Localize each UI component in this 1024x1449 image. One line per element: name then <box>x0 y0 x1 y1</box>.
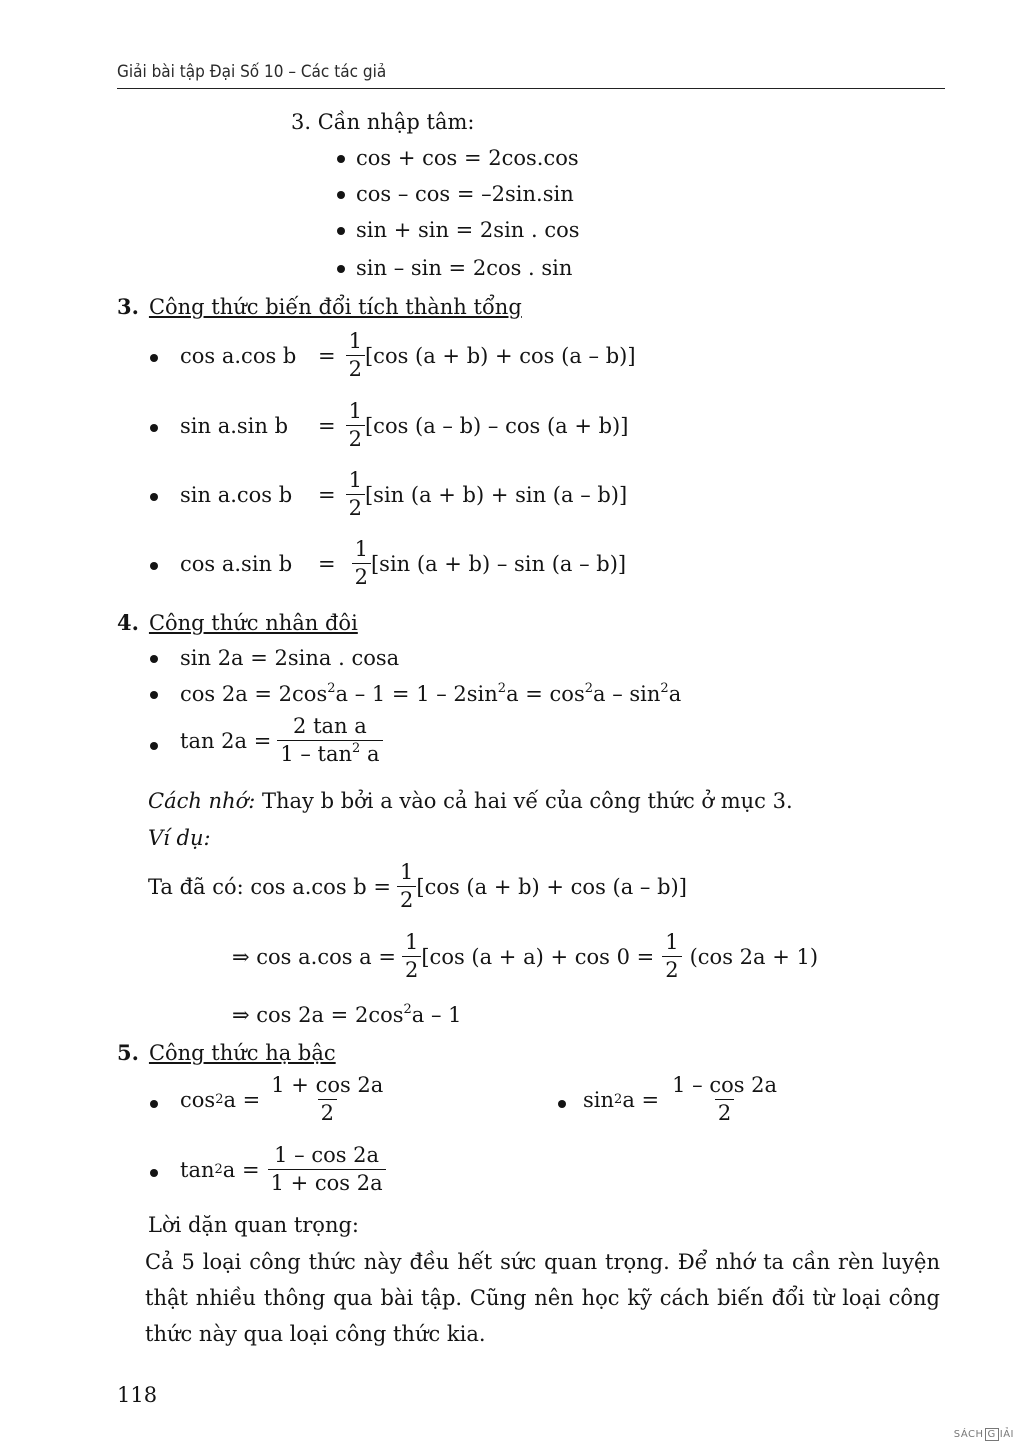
bullet <box>337 155 345 163</box>
formula-part: a <box>668 682 682 706</box>
bullet <box>150 424 158 432</box>
watermark-text: SÁCH <box>953 1429 984 1440</box>
formula-lhs: tan 2a = <box>180 728 272 753</box>
exponent: 2 <box>352 741 361 756</box>
numerator: 1 <box>348 399 362 423</box>
watermark-box: G <box>985 1428 999 1441</box>
numerator: 1 <box>404 930 419 954</box>
memo-item: cos – cos = –2sin.sin <box>356 182 574 206</box>
memo-item: sin + sin = 2sin . cos <box>356 218 580 242</box>
fraction <box>662 932 681 981</box>
example-line-2 <box>232 932 818 981</box>
exponent: 2 <box>497 681 507 696</box>
section-3-heading <box>117 294 522 319</box>
section-5-heading <box>117 1040 336 1065</box>
formula-lhs: cos a.sin b <box>180 551 293 576</box>
example-line-3 <box>232 1003 462 1027</box>
fraction <box>397 862 416 911</box>
fraction <box>346 331 365 380</box>
watermark-text: IẢI <box>999 1429 1014 1440</box>
example-line-1 <box>148 862 687 911</box>
bullet <box>150 1169 158 1177</box>
denominator: 2 <box>346 494 365 519</box>
formula-lhs: a = <box>622 1087 660 1112</box>
formula-sin-cos <box>180 470 627 519</box>
numerator: 1 <box>400 860 414 884</box>
formula-lhs: Ta đã có: cos a.cos b = <box>148 874 391 899</box>
formula-rhs: [sin (a + b) – sin (a – b)] <box>370 551 627 576</box>
formula-tan-2a <box>180 716 383 765</box>
equals: = <box>318 482 336 507</box>
formula-cos-squared: cos 2 a = $\frac{1 + \cos 2a}{2}$ <box>180 1075 386 1124</box>
numerator: 1 <box>348 329 362 353</box>
formula-part: a – sin <box>593 682 661 706</box>
formula-sin-sin <box>180 401 628 450</box>
fraction <box>268 1145 386 1194</box>
denominator <box>277 740 382 765</box>
bullet <box>337 227 345 235</box>
formula-sin-squared: sin 2 a = $\frac{1 - \cos 2a}{2}$ <box>583 1075 780 1124</box>
memo-label: Cách nhớ: <box>148 789 256 813</box>
section-title: Công thức hạ bậc <box>148 1041 336 1065</box>
exponent: 2 <box>660 681 669 696</box>
memo-item: cos + cos = 2cos.cos <box>356 146 579 170</box>
formula-cos-2a <box>180 682 681 706</box>
formula-lhs: cos a.cos b <box>180 343 297 368</box>
fraction <box>277 716 382 765</box>
example-label: Ví dụ: <box>148 826 211 850</box>
equals: = <box>318 413 336 438</box>
formula-part: a – 1 = 1 – 2sin <box>335 682 498 706</box>
fraction <box>402 932 421 981</box>
running-header: Giải bài tập Đại Số 10 – Các tác giả <box>117 62 387 82</box>
fraction <box>346 401 365 450</box>
formula-cos-cos <box>180 331 636 380</box>
bullet <box>558 1100 566 1108</box>
bullet <box>150 562 158 570</box>
exponent: 2 <box>403 1002 412 1017</box>
formula-rhs: [cos (a – b) – cos (a + b)] <box>364 413 629 438</box>
formula-tan-squared: tan 2 a = $\frac{1 - \cos 2a}{1 + \cos 2a}$ <box>180 1145 386 1194</box>
formula-rhs: [sin (a + b) + sin (a – b)] <box>364 482 628 507</box>
section-number: 4. <box>117 610 139 635</box>
numerator: 1 <box>354 537 368 561</box>
exponent: 2 <box>327 681 336 696</box>
fraction <box>346 470 365 519</box>
memo-title: 3. Cần nhập tâm: <box>291 110 475 134</box>
fraction <box>352 539 371 588</box>
bullet <box>150 655 158 663</box>
fraction <box>669 1075 780 1124</box>
denominator: 1 + cos 2a <box>268 1169 386 1194</box>
equals: = <box>318 343 336 368</box>
memo-text: Thay b bởi a vào cả hai vế của công thức ở mục 3. <box>255 789 793 813</box>
bullet <box>150 742 158 750</box>
watermark-logo <box>954 1428 1014 1441</box>
section-title: Công thức biến đổi tích thành tổng <box>148 295 522 319</box>
header-rule <box>117 88 945 89</box>
formula-mid: [cos (a + a) + cos 0 = <box>421 944 655 969</box>
formula-rhs: (cos 2a + 1) <box>689 944 819 969</box>
formula-lhs: ⇒ cos a.cos a = <box>232 944 396 969</box>
denominator: 2 <box>352 563 371 588</box>
formula-lhs: sin a.cos b <box>180 482 293 507</box>
denominator: 2 <box>397 886 416 911</box>
formula-rhs: [cos (a + b) + cos (a – b)] <box>416 874 687 899</box>
formula-lhs: sin <box>583 1087 615 1112</box>
note-label: Lời dặn quan trọng: <box>148 1213 359 1237</box>
numerator: 1 <box>348 468 362 492</box>
denominator: 2 <box>662 956 681 981</box>
formula-part: a – 1 <box>411 1003 462 1027</box>
section-4-heading <box>117 610 358 635</box>
bullet <box>337 265 345 273</box>
section-number: 5. <box>117 1040 139 1065</box>
formula-sin-2a: sin 2a = 2sina . cosa <box>180 646 400 670</box>
section-number: 3. <box>117 294 139 319</box>
section-title: Công thức nhân đôi <box>148 611 358 635</box>
formula-lhs: a = <box>223 1087 261 1112</box>
memo-item: sin – sin = 2cos . sin <box>356 256 573 280</box>
fraction <box>268 1075 386 1124</box>
note-paragraph: Cả 5 loại công thức này đều hết sức quan trọng. Để nhớ ta cần rèn luyện thật nhiều thông qua bài tập. Cũng nên học kỹ cách biến đổi từ loại công thức này qua loại công thức kia. <box>145 1250 940 1346</box>
formula-lhs: sin a.sin b <box>180 413 289 438</box>
formula-rhs: [cos (a + b) + cos (a – b)] <box>364 343 636 368</box>
bullet <box>150 691 158 699</box>
equals: = <box>318 551 336 576</box>
denominator: 2 <box>346 425 365 450</box>
bullet <box>337 191 345 199</box>
denominator: 2 <box>715 1099 734 1124</box>
bullet <box>150 493 158 501</box>
exponent: 2 <box>584 681 594 696</box>
denominator: 2 <box>402 956 421 981</box>
denominator: 2 <box>318 1099 337 1124</box>
numerator: 1 – cos 2a <box>672 1073 778 1097</box>
denominator-part: 1 – tan <box>280 742 353 766</box>
formula-part: ⇒ cos 2a = 2cos <box>232 1003 404 1027</box>
denominator-part: a <box>360 742 380 766</box>
formula-lhs: tan <box>180 1157 215 1182</box>
page-number: 118 <box>117 1383 158 1407</box>
numerator: 2 tan a <box>293 714 367 738</box>
bullet <box>150 1100 158 1108</box>
numerator: 1 – cos 2a <box>274 1143 380 1167</box>
bullet <box>150 354 158 362</box>
formula-cos-sin <box>180 539 626 588</box>
formula-lhs: cos <box>180 1087 216 1112</box>
formula-part: cos 2a = 2cos <box>180 682 328 706</box>
formula-part: a = cos <box>506 682 585 706</box>
formula-lhs: a = <box>222 1157 260 1182</box>
denominator: 2 <box>346 355 365 380</box>
memo-line <box>148 789 793 813</box>
numerator: 1 <box>665 930 679 954</box>
numerator: 1 + cos 2a <box>271 1073 384 1097</box>
